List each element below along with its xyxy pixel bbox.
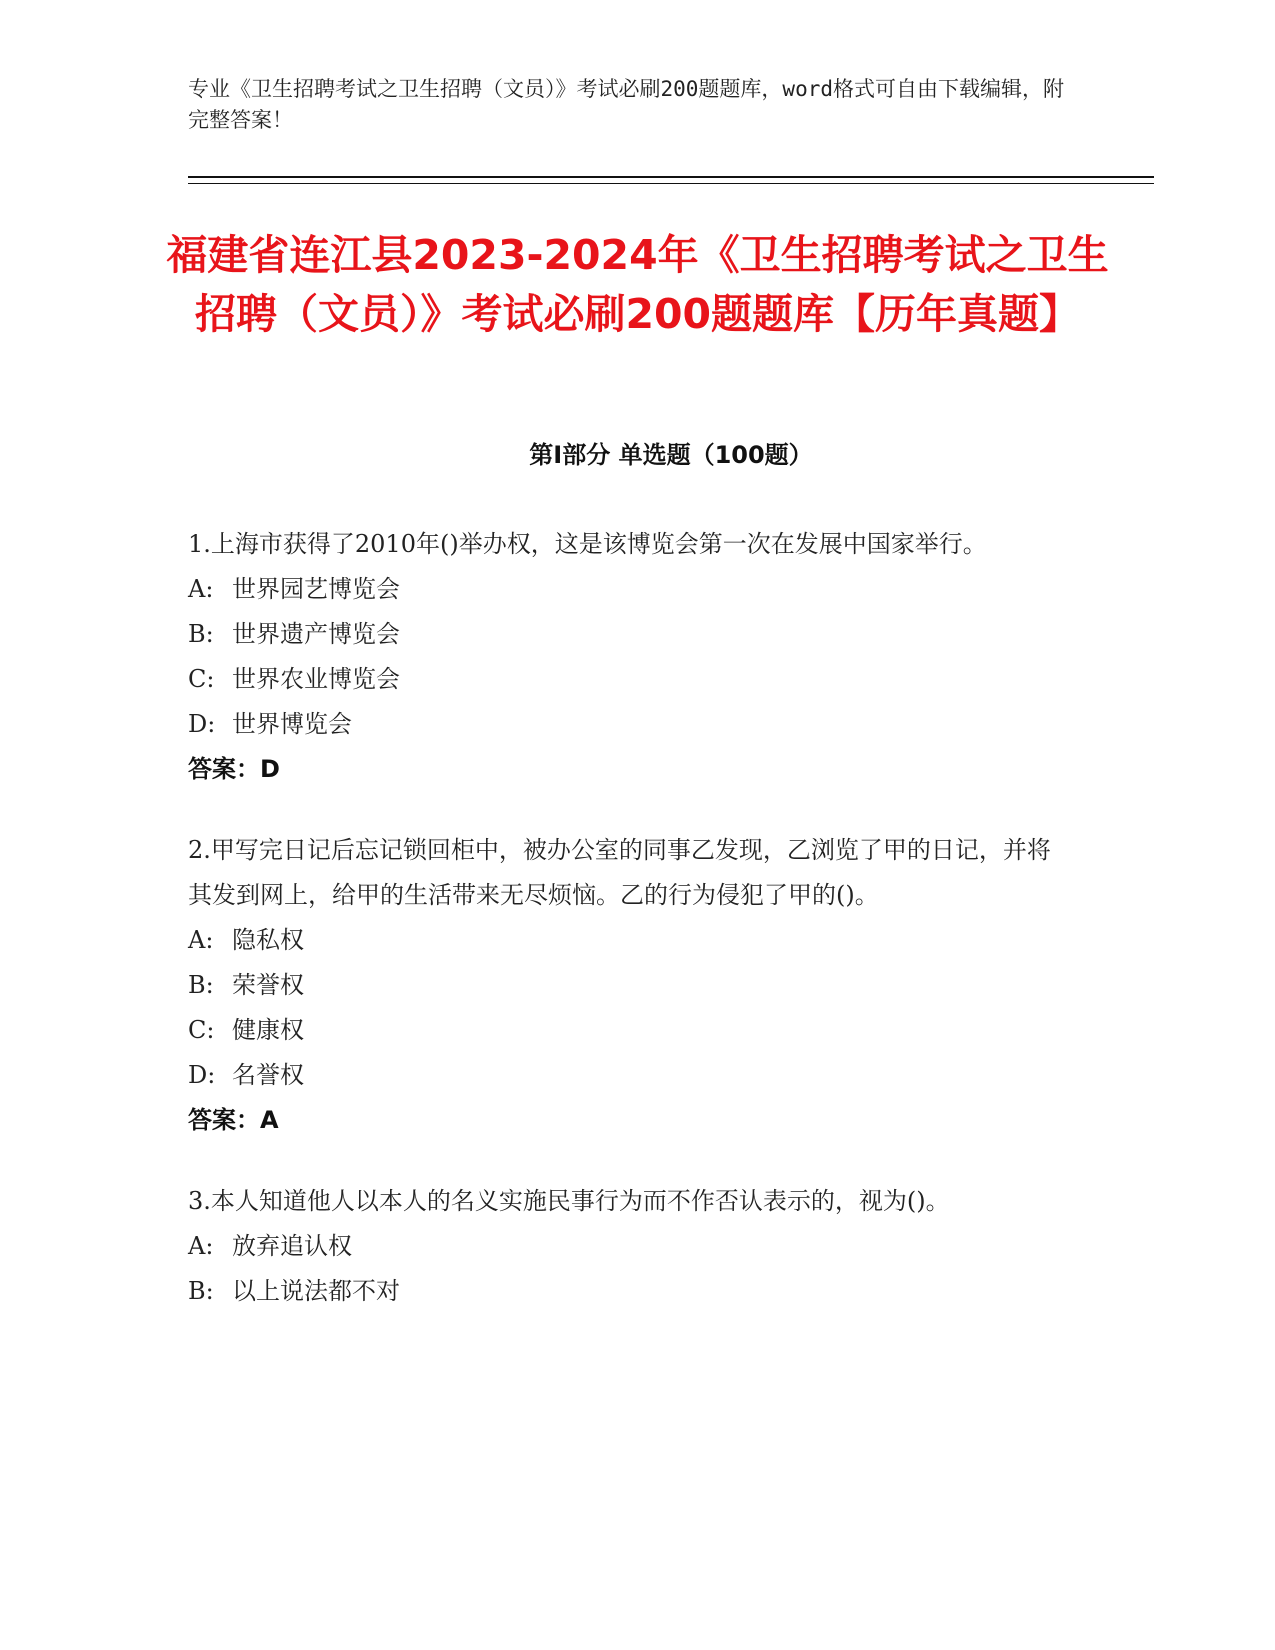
- question-list: [188, 522, 1068, 1350]
- document-title: 福建省连江县2023-2024年《卫生招聘考试之卫生招聘（文员）》考试必刷200题题库【历年真题】: [166, 231, 1109, 338]
- option-text: 荣誉权: [232, 971, 304, 999]
- option-key: C:: [188, 665, 215, 693]
- answer-option: [188, 1053, 1068, 1098]
- option-key: D:: [188, 710, 216, 738]
- answer-option: [188, 702, 1068, 747]
- option-text: 隐私权: [232, 926, 304, 954]
- answer-option: [188, 1224, 1068, 1269]
- option-key: D:: [188, 1061, 216, 1089]
- option-key: A:: [188, 926, 214, 954]
- header-note: 专业《卫生招聘考试之卫生招聘（文员）》考试必刷200题题库，word格式可自由下载编辑，附完整答案！: [188, 77, 1064, 132]
- option-key: A:: [188, 575, 214, 603]
- answer-option: [188, 918, 1068, 963]
- answer-option: [188, 1008, 1068, 1053]
- question-answer: 答案：D: [188, 755, 280, 783]
- option-key: B:: [188, 971, 214, 999]
- question-item: [188, 828, 1068, 1143]
- question-item: [188, 522, 1068, 792]
- option-text: 世界遗产博览会: [232, 620, 400, 648]
- option-key: A:: [188, 1232, 214, 1260]
- question-stem: 1.上海市获得了2010年()举办权，这是该博览会第一次在发展中国家举行。: [188, 530, 987, 558]
- option-key: C:: [188, 1016, 215, 1044]
- question-answer: 答案：A: [188, 1106, 279, 1134]
- question-stem: 2.甲写完日记后忘记锁回柜中，被办公室的同事乙发现，乙浏览了甲的日记，并将其发到网上，给甲的生活带来无尽烦恼。乙的行为侵犯了甲的()。: [188, 836, 1051, 909]
- option-text: 放弃追认权: [232, 1232, 352, 1260]
- answer-option: [188, 612, 1068, 657]
- answer-option: [188, 567, 1068, 612]
- option-key: B:: [188, 620, 214, 648]
- answer-option: [188, 657, 1068, 702]
- section-heading: 第Ⅰ部分 单选题（100题）: [529, 441, 813, 469]
- question-item: [188, 1179, 1068, 1314]
- answer-option: [188, 963, 1068, 1008]
- option-text: 世界园艺博览会: [232, 575, 400, 603]
- option-text: 名誉权: [232, 1061, 304, 1089]
- answer-option: [188, 1269, 1068, 1314]
- option-key: B:: [188, 1277, 214, 1305]
- header-rule-thick: [188, 176, 1154, 178]
- option-text: 健康权: [232, 1016, 304, 1044]
- option-text: 世界博览会: [232, 710, 352, 738]
- header-rule-thin: [188, 183, 1154, 184]
- option-text: 以上说法都不对: [232, 1277, 400, 1305]
- question-stem: 3.本人知道他人以本人的名义实施民事行为而不作否认表示的，视为()。: [188, 1187, 950, 1215]
- option-text: 世界农业博览会: [232, 665, 400, 693]
